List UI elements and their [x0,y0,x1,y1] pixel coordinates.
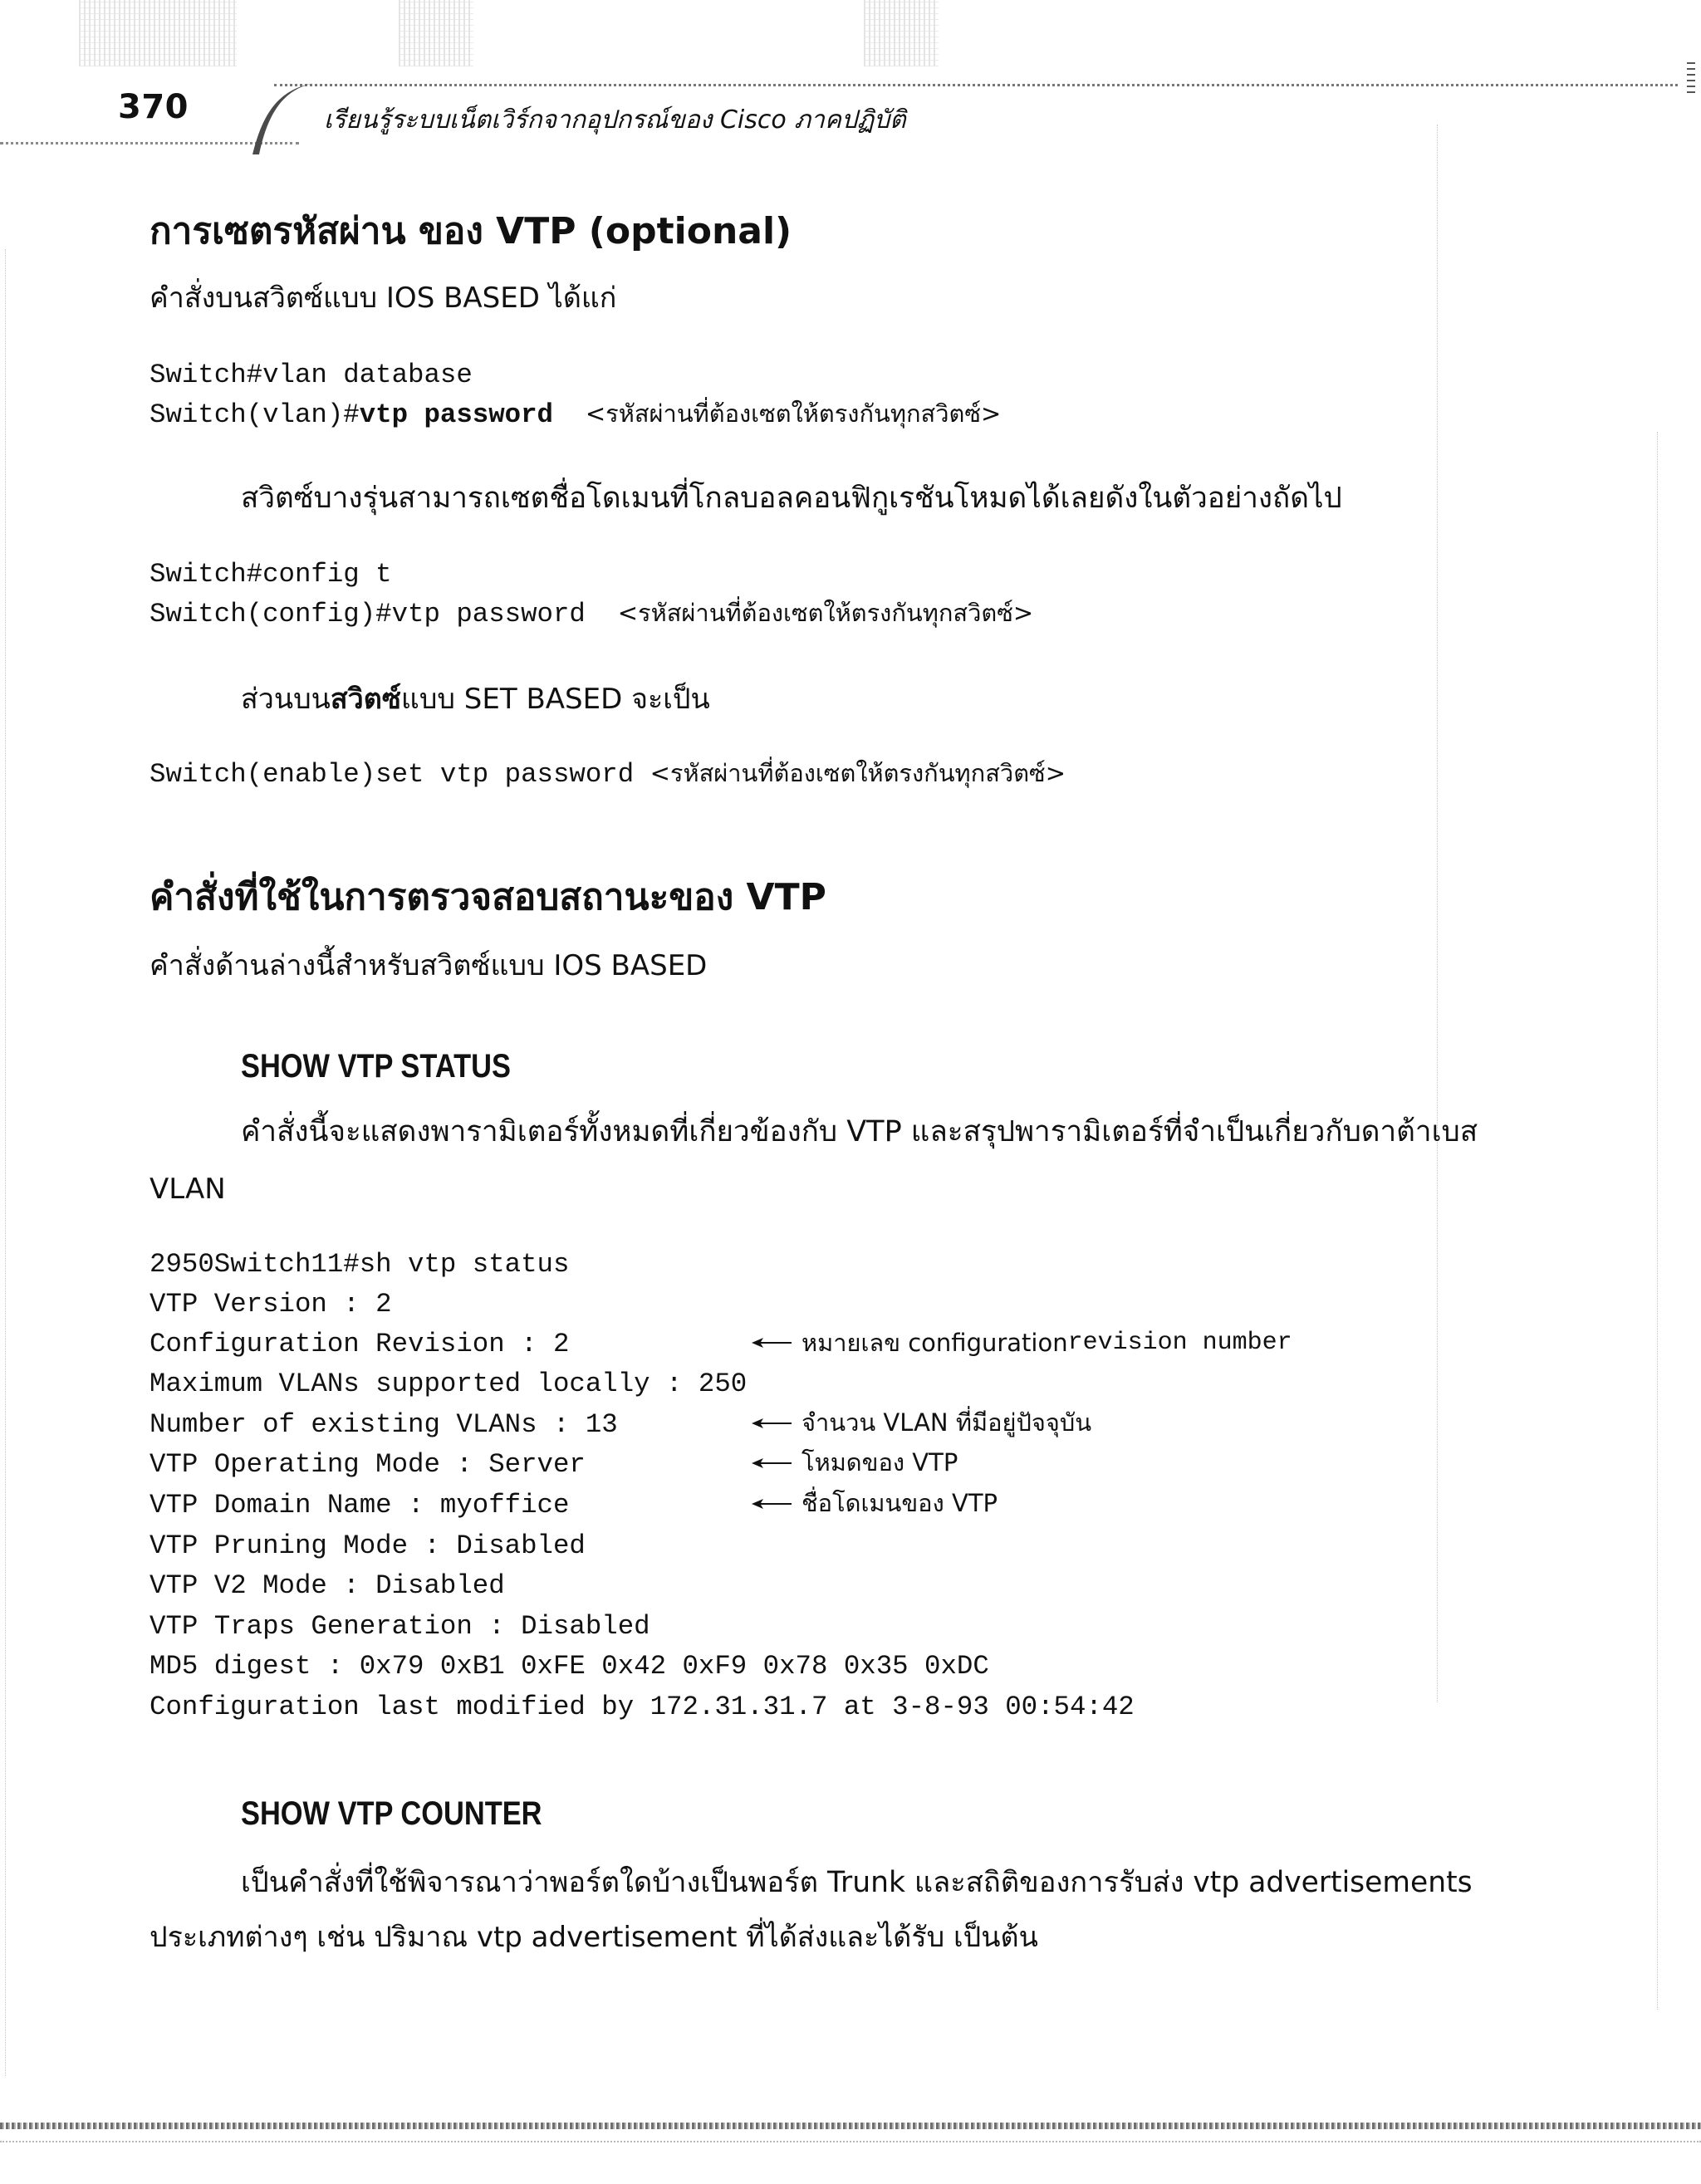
code-output-line: Configuration Revision : 2 [150,1329,570,1359]
global-mode-paragraph: สวิตซ์บางรุ่นสามารถเซตชื่อโดเมนที่โกลบอลคอนฟิกูเรชันโหมดได้เลยดังในตัวอย่างถัดไป [241,482,1342,515]
header-scan-noise-right [864,0,939,66]
section-heading-vtp-password: การเซตรหัสผ่าน ของ VTP (optional) [150,210,792,252]
code-prefix: Switch(config)#vtp [150,599,457,629]
code-keyword: password [456,599,586,629]
annotation-revision-mono: revision number [1067,1329,1292,1357]
code-command: Switch(enable)set vtp password [150,759,650,790]
code-output-line: VTP Pruning Mode : Disabled [150,1530,586,1561]
code-output-line: 2950Switch11#sh vtp status [150,1249,570,1280]
annotation-revision [752,1330,1292,1355]
subheading-show-vtp-counter: SHOW VTP COUNTER [241,1795,542,1832]
heading-suffix: VTP [746,876,826,918]
left-arrow-icon [752,1337,792,1349]
annotation-domain-text: ชื่อโดเมนของ VTP [801,1489,998,1517]
annotation-mode-text: โหมดของ VTP [801,1448,958,1476]
code-output-line: Maximum VLANs supported locally : 250 [150,1369,748,1399]
annotation-domain [752,1491,998,1516]
status-commands-intro: คำสั่งด้านล่างนี้สำหรับสวิตซ์แบบ IOS BASED [150,949,708,982]
show-vtp-counter-desc-line2: ประเภทต่างๆ เช่น ปริมาณ vtp advertisement ที่ได้ส่งและได้รับ เป็นต้น [150,1921,1038,1954]
code-placeholder-note: <รหัสผ่านที่ต้องเซตให้ตรงกันทุกสวิตซ์> [617,599,1034,627]
header-swash-ornament [249,81,316,156]
annotation-revision-text: หมายเลข configuration [801,1328,1068,1357]
running-title: เรียนรู้ระบบเน็ตเวิร์กจากอุปกรณ์ของ Cisco ภาคปฏิบัติ [324,105,906,135]
page-number: 370 [118,88,189,126]
show-vtp-status-desc-line2: VLAN [150,1173,226,1206]
heading-prefix: คำสั่งที่ใช้ในการตรวจสอบสถานะของ [150,876,734,918]
header-scan-noise-middle [399,0,473,66]
set-based-paragraph [241,683,710,716]
code-output-line: VTP Domain Name : myoffice [150,1490,570,1520]
footer-rule [0,2141,1701,2142]
code-line [150,761,1066,788]
code-output-line: VTP V2 Mode : Disabled [150,1570,505,1601]
scan-line-right-2 [1657,432,1658,2010]
left-arrow-icon [752,1457,792,1469]
set-based-prefix: ส่วนบน [241,683,331,716]
code-output-line: Configuration last modified by 172.31.31.7 at 3-8-93 00:54:42 [150,1692,1135,1722]
show-vtp-status-desc-line1: คำสั่งนี้จะแสดงพารามิเตอร์ทั้งหมดที่เกี่ยวข้องกับ VTP และสรุปพารามิเตอร์ที่จำเป็นเกี่ยวกับดาต้าเบส [241,1115,1478,1148]
annotation-vlan-count [752,1408,1092,1437]
left-arrow-icon [752,1498,792,1510]
code-placeholder-note: <รหัสผ่านที่ต้องเซตให้ตรงกันทุกสวิตซ์> [650,759,1066,787]
code-placeholder-note: <รหัสผ่านที่ต้องเซตให้ตรงกันทุกสวิตซ์> [585,399,1002,428]
code-line: Switch#config t [150,559,392,590]
code-output-line: MD5 digest : 0x79 0xB1 0xFE 0x42 0xF9 0x78 0x35 0xDC [150,1651,989,1682]
left-arrow-icon [752,1418,792,1429]
scan-line-right-1 [1437,125,1438,1702]
code-output-line: Number of existing VLANs : 13 [150,1409,618,1440]
annotation-mode [752,1448,958,1476]
margin-marks [1687,60,1695,93]
show-vtp-counter-desc-line1: เป็นคำสั่งที่ใช้พิจารณาว่าพอร์ตใดบ้างเป็นพอร์ต Trunk และสถิติของการรับส่ง vtp advertisements [241,1866,1473,1899]
code-prefix: Switch(vlan)# [150,399,360,430]
code-keyword: vtp password [359,399,553,430]
code-line [150,601,1033,628]
header-rule [274,84,1678,86]
set-based-suffix: แบบ SET BASED จะเป็น [400,683,710,716]
password-intro: คำสั่งบนสวิตซ์แบบ IOS BASED ได้แก่ [150,282,617,315]
footer-band [0,2123,1701,2129]
scan-line-left [5,249,6,2076]
set-based-bold: สวิตซ์ [330,683,401,716]
code-line: Switch#vlan database [150,360,473,390]
code-line [150,399,1002,430]
section-heading-vtp-status-commands [150,868,826,926]
code-output-line: VTP Operating Mode : Server [150,1449,586,1480]
header-scan-noise-left [79,0,237,66]
code-output-line: VTP Version : 2 [150,1289,392,1320]
annotation-vlan-count-text: จำนวน VLAN ที่มีอยู่ปัจจุบัน [801,1408,1092,1437]
subheading-show-vtp-status: SHOW VTP STATUS [241,1048,511,1085]
code-output-line: VTP Traps Generation : Disabled [150,1611,650,1642]
